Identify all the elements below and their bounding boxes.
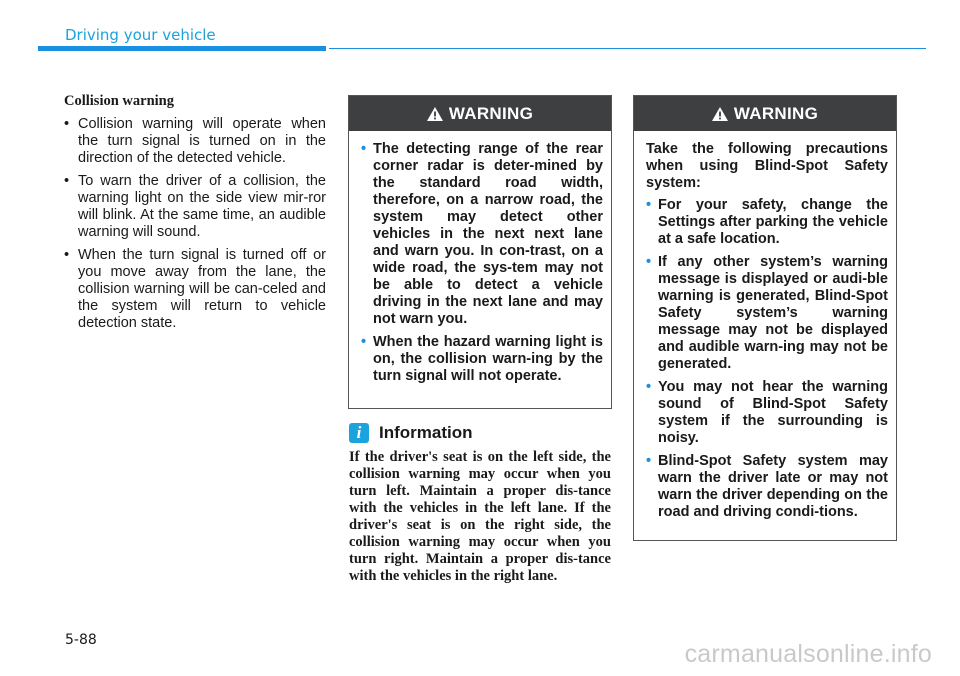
- warning-box-blind-spot: [633, 95, 897, 541]
- bullet-dot: •: [646, 379, 652, 395]
- list-item: • Collision warning will operate when the turn signal is turned on in the direction of the detected vehicle.: [64, 116, 326, 166]
- warning-header: [349, 96, 611, 131]
- header-rule-thick: [38, 46, 326, 51]
- list-item: • To warn the driver of a collision, the warning light on the side view mir-ror will blink. At the same time, an audible warning will sound.: [64, 173, 326, 240]
- list-item: • Blind-Spot Safety system may warn the driver late or may not warn the driver depending on the road and driving condi-tions.: [646, 453, 888, 520]
- warning-header: [634, 96, 896, 131]
- information-title: Information: [379, 423, 473, 442]
- warning-title: WARNING: [448, 103, 534, 123]
- warning-title: WARNING: [733, 103, 819, 123]
- information-title-row: [349, 423, 611, 443]
- warning-triangle-icon: [427, 107, 443, 121]
- warning-list: [361, 141, 603, 385]
- bullet-dot: •: [64, 116, 70, 132]
- bullet-dot: •: [361, 141, 367, 157]
- collision-warning-section: [64, 93, 326, 338]
- bullet-dot: •: [646, 453, 652, 469]
- information-section: [349, 423, 611, 585]
- bullet-dot: •: [64, 173, 70, 189]
- list-item: • You may not hear the warning sound of Blind-Spot Safety system if the surrounding is noisy.: [646, 379, 888, 446]
- list-item: • When the hazard warning light is on, the collision warn-ing by the turn signal will not operate.: [361, 334, 603, 384]
- information-text: If the driver's seat is on the left side, the collision warning may occur when you turn left. Maintain a proper dis-tance with the vehicles in the left lane. If the driver's seat is on the right side, the collision warning may occur when you turn right. Maintain a proper dis-tance with the vehicles in the right lane.: [349, 449, 611, 584]
- collision-warning-list: [64, 116, 326, 332]
- bullet-dot: •: [64, 247, 70, 263]
- bullet-dot: •: [361, 334, 367, 350]
- warning-box-radar: [348, 95, 612, 409]
- list-item: • If any other system’s warning message is displayed or audi-ble warning is generated, Blind-Spot Safety system’s warning message may not be displayed and audible warn-ing may not be generated.: [646, 254, 888, 372]
- page-number: 5-88: [65, 632, 97, 648]
- list-item: • When the turn signal is turned off or you move away from the lane, the collision warning will be can-celed and the system will return to vehicle detection state.: [64, 247, 326, 331]
- list-item: • The detecting range of the rear corner radar is deter-mined by the standard road width, therefore, on a narrow road, the system may detect other vehicles in the next next lane and warn you. In con-trast, on a wide road, the sys-tem may not be able to detect a vehicle driving in the next lane and may not warn you.: [361, 141, 603, 327]
- warning-intro: Take the following precautions when using Blind-Spot Safety system:: [646, 141, 888, 191]
- bullet-dot: •: [646, 254, 652, 270]
- warning-list: [646, 197, 888, 521]
- list-item: • For your safety, change the Settings after parking the vehicle at a safe location.: [646, 197, 888, 247]
- info-icon: i: [349, 423, 369, 443]
- section-title: Driving your vehicle: [65, 26, 216, 44]
- header-rule-thin: [329, 48, 926, 49]
- watermark: carmanualsonline.info: [684, 640, 932, 668]
- warning-triangle-icon: [712, 107, 728, 121]
- collision-warning-heading: Collision warning: [64, 93, 174, 109]
- bullet-dot: •: [646, 197, 652, 213]
